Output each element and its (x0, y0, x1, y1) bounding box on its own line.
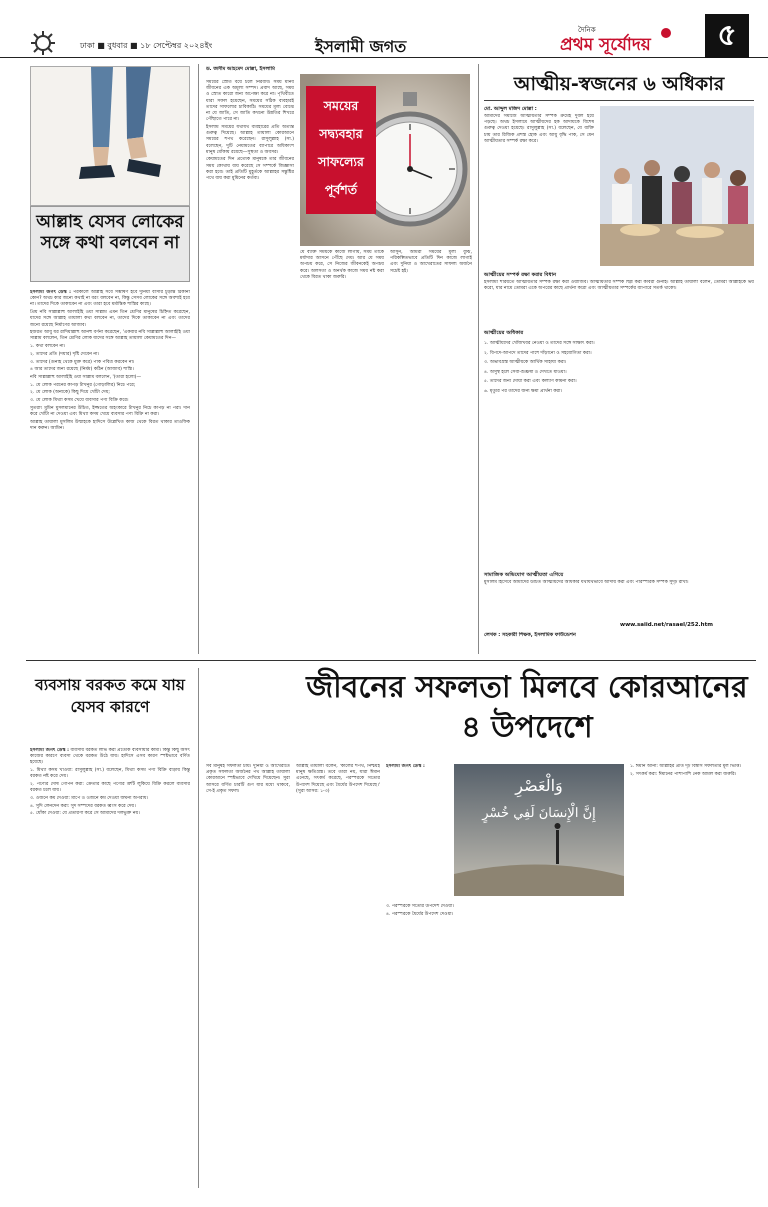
right-article-list-item: ৩. অভাবগ্রস্ত আত্মীয়কে আর্থিক সাহায্য করা। (484, 360, 567, 365)
right-article-list-item: ৪. অসুস্থ হলে সেবা-শুশ্রূষা ও দেখতে যাওয়া। (484, 369, 567, 375)
header-ornament-icon (30, 30, 56, 56)
bottom-left-article-para: ৪. সুদি লেনদেন করা: সুদ সম্পদের বরকত ধ্বংস করে দেয়। (30, 803, 136, 809)
left-article-para: পরকালে আল্লাহ সবে সম্ভাষণ হবে দুনিয়া বাসার চূড়ান্ত ঠিকানা কোন? অথচ কার জন্যে কথাই না বরং বলবেন না, কিন্তু সেসব লোকের সঙ্গে অবশ্যই হবে না। তাদের দিকে তাকাবেন না এবং তারা হবে মর্মান্তিক শাস্তির কাছে। (30, 290, 190, 308)
middle-article-byline: ড. জসীম আহমেদ মোল্লা, ইসলামি (206, 66, 275, 72)
right-article-para: ইসলামী শরিয়তে আত্মীয়তার সম্পর্ক রক্ষা করা ওয়াজিব। আত্মীয়তার সম্পর্ক ছিন্ন করা কবিরা গুনাহ। আল্লাহ তায়ালা বলেন, তোমরা আল্লাহকে ভয় করো, যার নামে তোমরা একে অপরের কাছে প্রার্থনা করো এবং আত্মীয়তার সম্পর্কের ব্যাপারে সতর্ক থাকো। (484, 280, 754, 292)
bottom-right-article-para: ১. ঈমান আনা: আল্লাহর প্রতি দৃঢ় বিশ্বাস সফলতার মূল ভিত্তি। (630, 764, 742, 769)
bottom-right-col-2 (296, 764, 380, 1188)
middle-article-para: সময়ের স্রোত বয়ে চলে নিরবধি। সময় মানব জীবনের এক অমূল্য সম্পদ। প্রবাদ আছে, সময় ও স্রোত কারো জন্য অপেক্ষা করে না। পৃথিবীতে যারা সফল হয়েছেন, সময়ের সঠিক ব্যবহারই তাদের সাফল্যের চাবিকাঠি। সময়ের মূল্য বোঝে না যে জাতি, সে জাতি কখনো উন্নতির শিখরে পৌঁছাতে পারে না। (206, 80, 294, 123)
page-number: ৫ (705, 14, 749, 58)
left-article-para: ২. যে লোক (অন্যকে) কিছু দিয়ে খোঁটা দেয়; (30, 390, 110, 396)
left-article-para: ৩. তাদের (গুনাহ থেকে মুক্ত করে) পাক পবিত্র করবেন না। (30, 359, 135, 365)
middle-article-col-1 (206, 80, 294, 650)
left-article-para: প্রিয় নবি সাল্লাল্লাহু আলাইহি ওয়া সাল্লাম এমন তিন শ্রেণির মানুষের চিহ্নিত করেছেন, যাদের সঙ্গে আল্লাহ তায়ালা কথা বলবেন না, তাদের দিকে তাকাবেন না এবং তাদের জন্যে রয়েছে নির্মাণের আজাব। (30, 310, 190, 328)
right-article-subhead: আত্মীয়ের অধিকার (484, 330, 524, 336)
bottom-right-col-1 (206, 764, 290, 1188)
family-photo (600, 106, 754, 266)
bottom-left-article-para: ৫. ধোঁকা দেওয়া: যে প্রতারণা করে সে আমাদের দলভুক্ত নয়। (30, 811, 140, 817)
right-article-body (484, 280, 754, 326)
bottom-right-article-para: আল্লাহ তায়ালা বলেন, 'কালের শপথ, নিশ্চয়ই মানুষ ক্ষতিগ্রস্ত। তবে তারা নয়, যারা ঈমান এনেছে, সৎকর্ম করেছে, পরস্পরকে সত্যের উপদেশ দিয়েছে এবং ধৈর্যের উপদেশ দিয়েছে।' (সুরা আসর: ১-৩) (296, 764, 380, 794)
column-divider (478, 64, 479, 654)
brand-small: দৈনিক (578, 26, 596, 34)
right-article-byline: মো. আব্দুল মজিদ মোল্লা : (484, 106, 537, 112)
bottom-left-article-para: ব্যবসায় বরকত লাভ করা প্রত্যেক ব্যবসায়ীর কাম্য। কিন্তু কিছু অসৎ কাজের কারণে ব্যবসা থেকে বরকত উঠে যায়। হাদিসে এসব কারণ স্পষ্টভাবে বর্ণিত হয়েছে। (30, 748, 190, 766)
right-article-closing (484, 580, 754, 620)
right-article-para: মুসলিম হিসেবে আমাদের উচিত আত্মীয়দের অধিকার যথাযথভাবে আদায় করা এবং পারস্পরিক সম্পর্ক সুদৃঢ় রাখা। (484, 580, 689, 585)
right-article-footnote: লেখক : সহকারী শিক্ষক, ইসলামিক ফাউন্ডেশন (484, 632, 576, 638)
bottom-right-article-title: জীবনের সফলতা মিলবে কোরআনের ৪ উপদেশে (306, 670, 748, 745)
bottom-left-article-para: ২. পণ্যের দোষ গোপন করা: ক্রেতার কাছে পণ্যের ত্রুটি লুকিয়ে বিক্রি করলে ব্যবসার বরকত চলে যায়। (30, 782, 190, 794)
middle-article-col-2 (300, 250, 384, 650)
bottom-right-article-para: ৪. পরস্পরকে ধৈর্যের উপদেশ দেওয়া। (386, 911, 454, 917)
bottom-left-article-body (30, 748, 190, 1188)
left-article-para: আল্লাহ তায়ালা মুসলিম উম্মাহকে হাদিসে উল্লেখিত কাজ থেকে বিরত থাকার তাওফিক দান করুন। আমিন। (30, 419, 190, 431)
column-divider (198, 668, 199, 1188)
left-article-dateline: ইসলামী জগৎ ডেস্ক : (30, 290, 71, 295)
bottom-left-article-title: ব্যবসায় বরকত কমে যায় যেসব কারণে (35, 675, 185, 716)
left-article-para: ২. তাদের প্রতি (দয়ার) দৃষ্টি দেবেন না। (30, 351, 100, 357)
photo-arabic-top: وَالْعَصْرِ (515, 776, 563, 795)
middle-title-line: সময়ের (323, 98, 359, 113)
right-article-list-item: ১. আত্মীয়দের খোঁজখবর নেওয়া ও তাদের সঙ্গে সাক্ষাৎ করা। (484, 341, 595, 346)
middle-article-para: ইসলাম সময়ের যথাযথ ব্যবহারের প্রতি অত্যন্ত গুরুত্ব দিয়েছে। আল্লাহ তায়ালা কোরআনে সময়ের শপথ করেছেন। রাসুলুল্লাহ (সা.) বলেছেন, দুটি নেয়ামতের ব্যাপারে অধিকাংশ মানুষ ধোঁকায় রয়েছে—সুস্থতা ও অবসর। (206, 124, 294, 155)
bottom-right-article-dateline: ইসলামী জগৎ ডেস্ক : (386, 764, 425, 769)
bottom-right-col-3 (386, 764, 450, 904)
right-article-subhead: সামাজিক অভিযোগ আত্মীয়তা এগিয়ে (484, 572, 564, 578)
left-article-para: ১. যে লোক পরনের কাপড় টাখনুর (গোড়ালির) নিচে পরে; (30, 382, 136, 388)
section-title: ইসলামী জগত (315, 37, 407, 56)
middle-title-line: সাফল্যের (318, 154, 364, 169)
right-article-title-rule (484, 100, 754, 101)
bottom-right-article-para: সব মানুষই সফলতা চায়। দুনিয়া ও আখেরাতে প্রকৃত সফলতা অর্জনের পথ আল্লাহ তায়ালা কোরআনে স্পষ্টভাবে দেখিয়ে দিয়েছেন। সুরা আসরে বর্ণিত চারটি গুণ যার মধ্যে থাকবে, সে-ই প্রকৃত সফল। (206, 764, 290, 794)
right-article-intro (484, 114, 594, 266)
section-divider (26, 660, 756, 661)
middle-article-para: যে ব্যক্তি সময়কে কাজে লাগায়, সময় তাকে মর্যাদার আসনে পৌঁছে দেয়। আর যে সময় অপচয় করে, সে নিজের জীবনকেই অপচয় করে। অলসতা ও অনর্থক কাজে সময় নষ্ট করা থেকে বিরত থাকা জরুরি। (300, 250, 384, 280)
right-article-list-item: ২. বিপদে-আপদে তাদের পাশে দাঁড়ানো ও সহযোগিতা করা। (484, 350, 592, 356)
middle-article-col-3 (390, 250, 472, 650)
right-article-list (484, 340, 754, 560)
bottom-left-article-para: ৩. ওজনে কম দেওয়া: মাপে ও ওজনে কম দেওয়া জঘন্য অপরাধ। (30, 795, 149, 801)
right-article-list-item: ৬. মৃত্যুর পর তাদের জন্য ক্ষমা প্রার্থনা করা। (484, 388, 563, 394)
brand-name: প্রথম সূর্যোদয় (560, 35, 651, 55)
left-article-para: ১. কথা বলবেন না। (30, 344, 66, 350)
right-article-title: আত্মীয়-স্বজনের ৬ অধিকার (513, 73, 725, 95)
bottom-left-article-para: ১. মিথ্যা কসম খাওয়া: রাসুলুল্লাহ (সা.) বলেছেন, মিথ্যা কসম পণ্য বিক্রি বাড়ায় কিন্তু বরকত নষ্ট করে দেয়। (30, 768, 190, 780)
middle-article-para: কেয়ামতের দিন প্রত্যেক মানুষকে তার জীবনের সময় কোথায় ব্যয় করেছে সে সম্পর্কে জিজ্ঞাসা করা হবে। তাই প্রতিটি মুহূর্তকে আল্লাহর সন্তুষ্টির পথে ব্যয় করা মুমিনের কর্তব্য। (206, 157, 294, 182)
right-article-source-link[interactable]: www.saiid.net/rasael/252.htm (620, 622, 713, 628)
middle-article-para: আসুন, আমরা সময়ের মূল্য বুঝি, পরিকল্পিতভাবে প্রতিটি দিন কাজে লাগাই এবং দুনিয়া ও আখেরাতের সাফল্য অর্জনে সচেষ্ট হই। (390, 250, 472, 274)
right-article-para: আমাদের সমাজে আত্মীয়তার সম্পর্ক ক্রমেই দুর্বল হয়ে পড়ছে। অথচ ইসলামে আত্মীয়দের হক আদায়কে বিশেষ গুরুত্ব দেওয়া হয়েছে। রাসুলুল্লাহ (সা.) বলেছেন, যে ব্যক্তি চায় তার রিজিক প্রশস্ত হোক এবং আয়ু বৃদ্ধি পাক, সে যেন আত্মীয়তার সম্পর্ক রক্ষা করে। (484, 114, 594, 144)
left-article-title: আল্লাহ যেসব লোকের সঙ্গে কথা বলবেন না (36, 212, 184, 253)
brand-sun-icon (660, 24, 672, 36)
left-article-para: ৩. যে লোক মিথ্যা কসম খেয়ে ব্যবসার পণ্য বিক্রি করে। (30, 398, 129, 404)
middle-article-title (306, 92, 376, 204)
right-article-subhead: আত্মীয়ের সম্পর্ক রক্ষা করার বিধান (484, 272, 557, 278)
photo-arabic-bottom: إِنَّ الْإِنسَانَ لَفِي خُسْرٍ (482, 806, 596, 821)
bottom-right-article-para: ৩. পরস্পরকে সত্যের উপদেশ দেওয়া। (386, 904, 454, 909)
left-article-para: ৪ আর তাদের জন্য রয়েছে (নির্মম) কঠিন (আজাব) শাস্তি। (30, 367, 134, 373)
left-article-para: হজরত আবু যর রাদিয়াল্লাহু আনহু বর্ণনা করেছেন, 'একবার নবি সাল্লাল্লাহু আলাইহি ওয়া সাল্লাম বললেন, তিন শ্রেণির লোক যাদের সঙ্গে আল্লাহ তায়ালা কেয়ামতের দিন— (30, 330, 190, 342)
bottom-right-article-para: ২. সৎকর্ম করা: ঈমানের পাশাপাশি নেক আমল করা জরুরি। (630, 771, 737, 777)
left-article-body (30, 290, 190, 650)
middle-title-line: পূর্বশর্ত (324, 182, 358, 197)
bottom-right-col-4 (630, 764, 754, 904)
legs-photo (30, 66, 190, 206)
left-article-para: সুতরাং মুমিন মুসলমানের উচিত, ইজ্জতের অহংকারে টাখনুর নিচে কাপড় না পরা। দান করে খোঁটা না দেওয়া এবং মিথ্যা কসম খেয়ে ব্যবসার পণ্য বিক্রি না করা। (30, 405, 190, 417)
left-article-para: নবি সাল্লাল্লাহু আলাইহি ওয়া সাল্লাম বললেন, '(তারা হলো)— (30, 374, 142, 380)
middle-title-line: সদ্ব্যবহার (319, 126, 363, 141)
right-article-list-item: ৫. তাদের জন্য দোয়া করা এবং কল্যাণ কামনা করা। (484, 379, 577, 384)
header-date: ঢাকা ■ বুধবার ■ ১৮ সেপ্টেম্বর ২০২৪ইং (80, 41, 213, 50)
column-divider (198, 64, 199, 654)
bottom-left-article-dateline: ইসলামী জগৎ ডেস্ক : (30, 748, 70, 753)
bottom-right-col-5 (386, 904, 754, 1188)
